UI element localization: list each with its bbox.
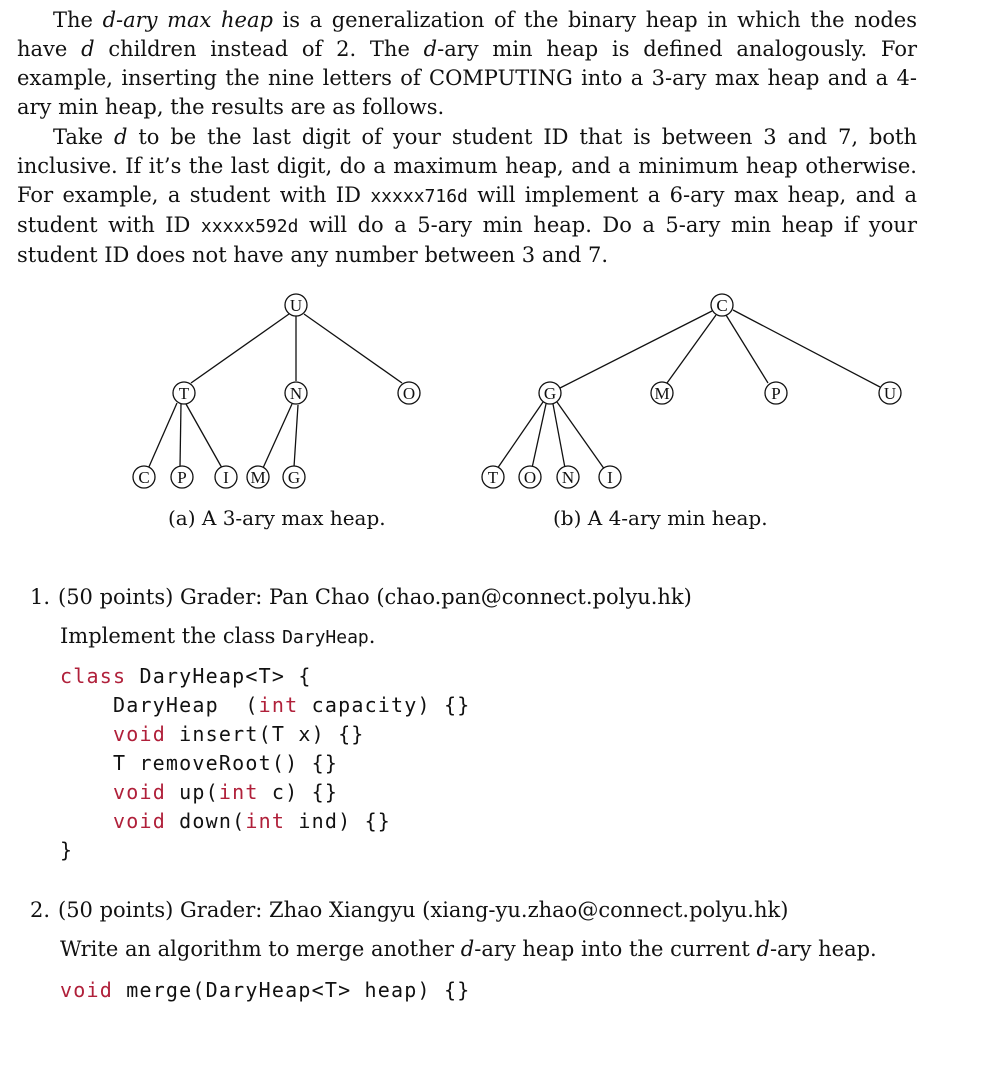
max-heap-node-label: N xyxy=(289,384,303,403)
max-heap-node-label: I xyxy=(223,468,229,487)
term-dary-max-heap: d-ary max heap xyxy=(102,8,273,32)
min-heap-node-label: P xyxy=(771,384,781,403)
min-heap-node-label: G xyxy=(543,384,557,403)
question-1-instruction: Implement the class DaryHeap. xyxy=(60,624,376,648)
min-heap-caption: (b) A 4-ary min heap. xyxy=(553,506,768,530)
question-2-header: 2. (50 points) Grader: Zhao Xiangyu (xiang-yu.zhao@connect.polyu.hk) xyxy=(30,898,789,922)
min-heap-node-label: O xyxy=(523,468,537,487)
heap-figures xyxy=(0,285,982,540)
max-heap-node-label: T xyxy=(178,384,190,403)
question-2-instruction: Write an algorithm to merge another d-ary heap into the current d-ary heap. xyxy=(60,937,877,961)
min-heap-node-label: I xyxy=(607,468,613,487)
min-heap-node-label: M xyxy=(654,384,670,403)
intro-paragraph-2: Take d to be the last digit of your student ID that is between 3 and 7, both inclusive. If it’s the last digit, do a maximum heap, and a minimum heap otherwise. For example, a student with ID xxxxx716d will implement a 6-ary max heap, and a student with ID xxxxx592d will do a 5-ary min heap. Do a 5-ary min heap if your student ID does not have any number between 3 and 7. xyxy=(17,125,917,267)
max-heap-node-label: M xyxy=(250,468,266,487)
min-heap-node-label: T xyxy=(487,468,499,487)
class-name: DaryHeap xyxy=(282,627,369,648)
intro-paragraph-1: The d-ary max heap is a generalization of the binary heap in which the nodes have d children instead of 2. The d-ary min heap is defined analogously. For example, inserting the nine letters of COMPUTING into a 3-ary max heap and a 4-ary min heap, the results are as follows. xyxy=(17,8,918,119)
max-heap-node-label: P xyxy=(177,468,187,487)
example-id-2: xxxxx592d xyxy=(200,216,299,237)
question-1-header: 1. (50 points) Grader: Pan Chao (chao.pan@connect.polyu.hk) xyxy=(30,585,692,609)
min-heap-root-label: C xyxy=(716,296,728,315)
min-heap-node-label: N xyxy=(561,468,575,487)
max-heap-node-label: G xyxy=(287,468,301,487)
min-heap-figure xyxy=(482,294,901,530)
max-heap-figure xyxy=(133,294,420,530)
question-2-code: void merge(DaryHeap<T> heap) {} xyxy=(60,978,471,1002)
max-heap-node-label: O xyxy=(402,384,416,403)
question-1-code: class DaryHeap<T> { DaryHeap (int capacity) {} void insert(T x) {} T removeRoot() {} void up(int c) {} void down(int ind) {} } xyxy=(60,664,471,862)
example-id-1: xxxxx716d xyxy=(370,186,468,207)
max-heap-root-label: U xyxy=(289,296,303,315)
min-heap-node-label: U xyxy=(883,384,897,403)
max-heap-caption: (a) A 3-ary max heap. xyxy=(168,506,386,530)
max-heap-node-label: C xyxy=(138,468,150,487)
